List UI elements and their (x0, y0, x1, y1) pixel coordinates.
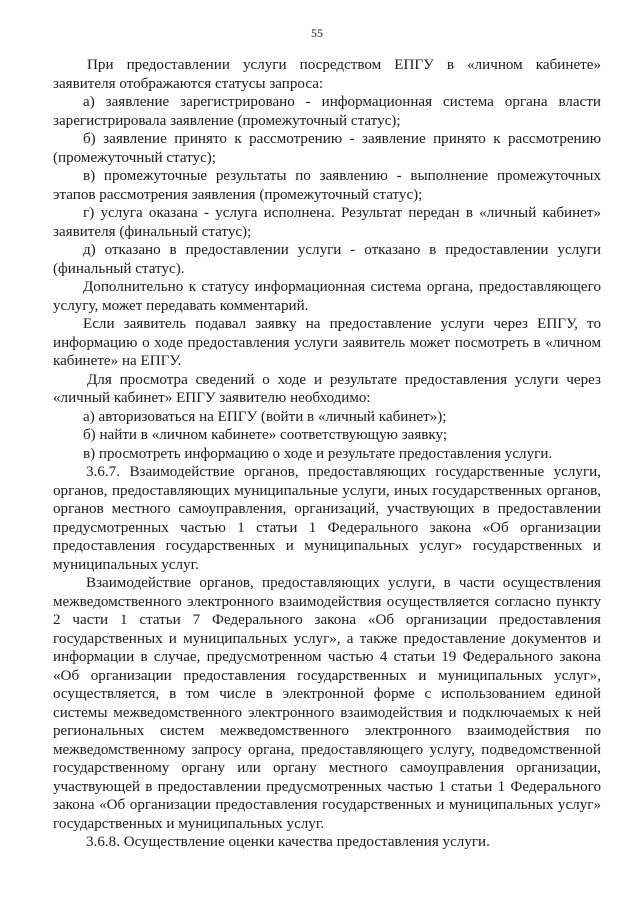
section-3-6-7: 3.6.7. Взаимодействие органов, предоставляющих государственные услуги, органов, предоставляющих муниципальные услуги, иных государственных органов, органов местного самоуправления, организаций, участвующих в предоставлении предусмотренных частью 1 статьи 1 Федерального закона «Об организации предоставления государственных и муниципальных услуг» государственных и муниципальных услуг. (53, 464, 601, 573)
section-3-6-8: 3.6.8. Осуществление оценки качества предоставления услуги. (86, 834, 490, 850)
paragraph-comment: Дополнительно к статусу информационная система органа, предоставляющего услугу, может передавать комментарий. (53, 279, 601, 314)
status-item-d: д) отказано в предоставлении услуги - отказано в предоставлении услуги (финальный статус). (53, 242, 601, 277)
view-item-b: б) найти в «личном кабинете» соответствующую заявку; (83, 427, 448, 443)
document-body (53, 56, 601, 852)
view-item-v: в) просмотреть информацию о ходе и результате предоставления услуги. (83, 445, 553, 462)
paragraph-interaction: Взаимодействие органов, предоставляющих услуги, в части осуществления межведомственного электронного взаимодействия осуществляется согласно пункту 2 части 1 статьи 7 Федерального закона «Об организации предоставления государственных и муниципальных услуг», а также предоставление документов и информации в случае, предусмотренном частью 4 статьи 19 Федерального закона «Об организации предоставления государственных и муниципальных услуг», осуществляется, в том числе в электронной форме с использованием единой системы межведомственного электронного взаимодействия и подключаемых к ней региональных систем межведомственного электронного взаимодействия по межведомственному запросу органа, предоставляющего услугу, подведомственной государственному органу или органу местного самоуправления организации, участвующей в предоставлении предусмотренных частью 1 статьи 1 Федерального закона «Об организации предоставления государственных и муниципальных услуг» государственных и муниципальных услуг. (53, 575, 601, 832)
view-item-a: а) авторизоваться на ЕПГУ (войти в «личный кабинет»); (83, 408, 447, 425)
status-item-a: а) заявление зарегистрировано - информационная система органа власти зарегистрировала заявление (промежуточный статус); (53, 94, 601, 129)
page-number: 55 (311, 26, 323, 40)
paragraph-epgu-cabinet: Если заявитель подавал заявку на предоставление услуги через ЕПГУ, то информацию о ходе предоставления услуги заявитель может посмотреть в «личном кабинете» на ЕПГУ. (53, 316, 601, 369)
paragraph-view-intro: Для просмотра сведений о ходе и результате предоставления услуги через «личный кабинет» ЕПГУ заявителю необходимо: (53, 371, 601, 406)
paragraph-statuses-intro: При предоставлении услуги посредством ЕПГУ в «личном кабинете» заявителя отображаются статусы запроса: (53, 57, 601, 92)
status-item-b: б) заявление принято к рассмотрению - заявление принято к рассмотрению (промежуточный статус); (53, 131, 601, 166)
status-item-g: г) услуга оказана - услуга исполнена. Результат передан в «личный кабинет» заявителя (финальный статус); (53, 205, 601, 240)
status-item-v: в) промежуточные результаты по заявлению - выполнение промежуточных этапов рассмотрения заявления (промежуточный статус); (53, 168, 601, 203)
